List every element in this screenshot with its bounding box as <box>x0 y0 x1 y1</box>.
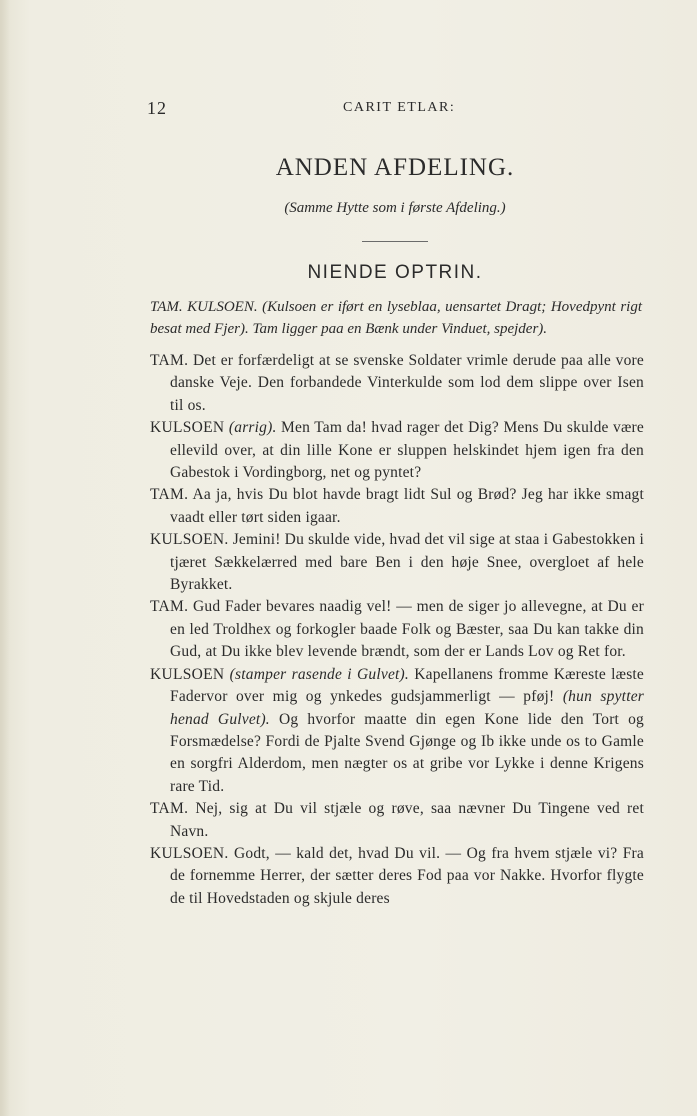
speech-5 <box>150 596 644 663</box>
section-title: ANDEN AFDELING. <box>275 154 515 181</box>
speaker: TAM. <box>150 352 189 369</box>
speech-text: Det er forfærdeligt at se svenske Soldater vrimle derude paa alle vore danske Veje. Den forbandede Vinterkulde som lod dem slippe over Isen til os. <box>170 352 644 414</box>
speech-text: Nej, sig at Du vil stjæle og røve, saa nævner Du Tingene ved ret Navn. <box>170 800 644 840</box>
speaker: KULSOEN. <box>150 531 229 549</box>
speech-text: Aa ja, hvis Du blot havde bragt lidt Sul og Brød? Jeg har ikke smagt vaadt eller tørt siden igaar. <box>170 486 644 526</box>
speaker: KULSOEN. <box>150 844 229 862</box>
page-header <box>147 98 647 122</box>
section-subtitle: (Samme Hytte som i første Afdeling.) <box>284 200 506 216</box>
stage-direction: TAM. KULSOEN. (Kulsoen er iført en lyseblaa, uensartet Dragt; Hovedpynt rigt besat med Fjer). Tam ligger paa en Bænk under Vinduet, spejder). <box>150 299 642 337</box>
speaker: KULSOEN <box>150 419 225 437</box>
speech-2 <box>150 417 644 484</box>
speech-8 <box>150 843 644 910</box>
scene-title: NIENDE OPTRIN. <box>307 262 483 283</box>
speech-text: Kapellanens fromme Kæreste læste Fadervor over mig og ynkedes gudsjammerligt — pføj! <box>170 665 645 706</box>
speech-text: Godt, — kald det, hvad Du vil. — Og fra hvem stjæle vi? Fra de fornemme Herrer, der sætter deres Fod paa vor Nakke. Hvorfor flygte de til Hovedstaden og skjule deres <box>170 844 644 907</box>
speech-direction-2: (hun spytter henad Gulvet). <box>170 688 645 728</box>
speech-text: Men Tam da! hvad rager det Dig? Mens Du skulde være ellevild over, at din lille Kone er sluppen helskindet hjem igen fra den Gabestok i Vordingborg, net og pyntet? <box>170 419 644 482</box>
speech-4 <box>150 529 644 596</box>
page-binding-shadow <box>0 0 10 1116</box>
speech-text-2: Og hvorfor maatte din egen Kone lide den Tort og Forsmædelse? Fordi de Pjalte Svend Gjønge og Ib ikke unde os to Gamle en sorgfri Alderdom, men nægter os at gribe vor Lykke i denne Krigens rare Tid. <box>170 710 645 795</box>
speech-text: Gud Fader bevares naadig vel! — men de siger jo allevegne, at Du er en led Troldhex og forkogler baade Folk og Bæster, saa Du kan takke din Gud, at Du ikke blev levende brændt, som der er Lands Lov og Ret for. <box>170 598 645 661</box>
speech-1 <box>150 350 644 417</box>
speech-direction: (stamper rasende i Gulvet). <box>229 665 409 683</box>
speech-6 <box>150 664 644 798</box>
divider-rule <box>362 241 428 242</box>
speech-3 <box>150 484 644 529</box>
dialogue <box>150 350 644 910</box>
speaker: TAM. <box>150 800 189 818</box>
speech-direction: (arrig). <box>228 419 277 437</box>
speaker: TAM. <box>150 486 189 504</box>
speech-7 <box>150 798 644 843</box>
speaker: TAM. <box>150 598 189 616</box>
speaker: KULSOEN <box>150 665 225 683</box>
page-number: 12 <box>147 98 167 118</box>
speech-text: Jemini! Du skulde vide, hvad det vil sige at staa i Gabestokken i tjæret Sækkelærred med bare Ben i den høje Snee, overgloet af hele Byrakket. <box>170 531 644 594</box>
running-head: CARIT ETLAR: <box>343 100 456 115</box>
